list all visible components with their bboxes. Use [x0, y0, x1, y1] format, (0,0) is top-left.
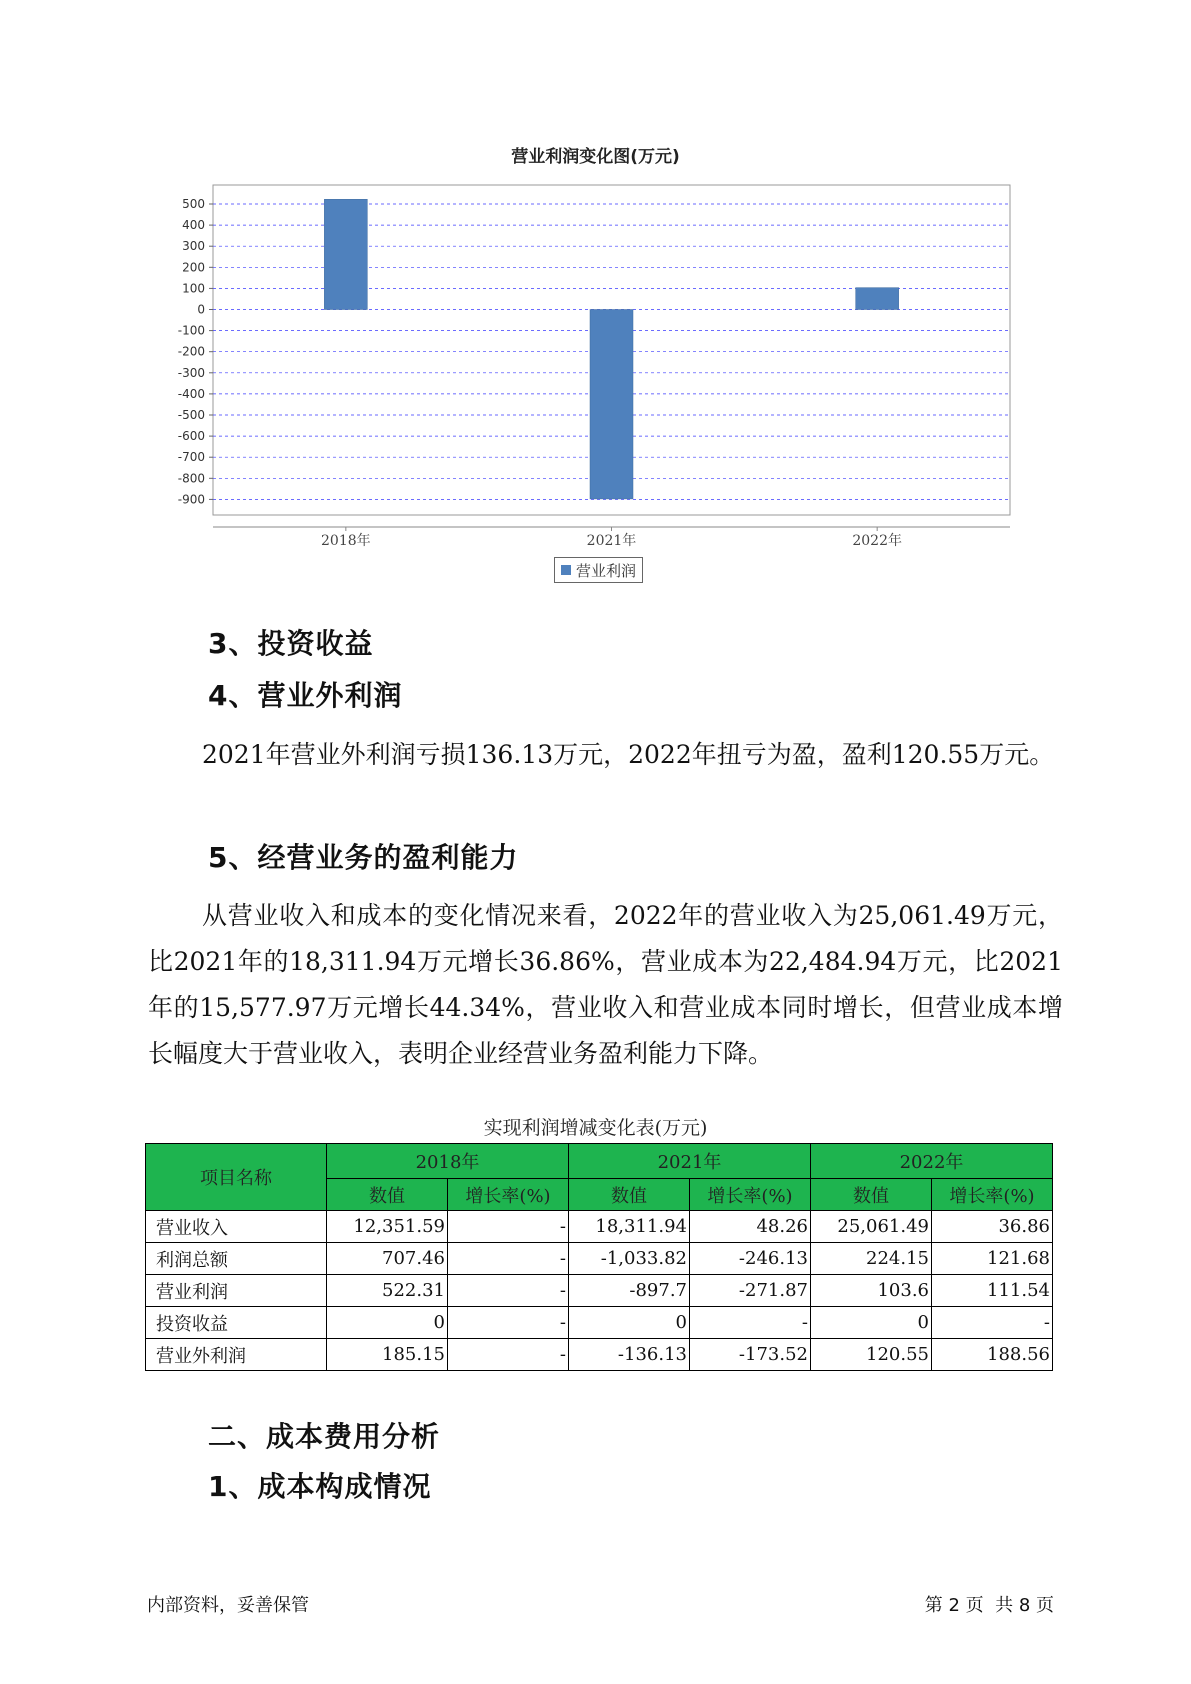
cell: 0 [327, 1307, 448, 1339]
bar [856, 288, 899, 310]
cell: 111.54 [932, 1275, 1053, 1307]
cell: 12,351.59 [327, 1211, 448, 1243]
heading-non-operating-profit: 4、营业外利润 [208, 679, 403, 712]
cell: 707.46 [327, 1243, 448, 1275]
row-name: 营业外利润 [146, 1339, 327, 1371]
legend-label: 营业利润 [576, 561, 637, 580]
table-row [146, 1211, 1053, 1243]
y-tick-label: -800 [177, 471, 205, 486]
cell: - [448, 1339, 569, 1371]
cell: 185.15 [327, 1339, 448, 1371]
cell: 25,061.49 [811, 1211, 932, 1243]
cell: -897.7 [569, 1275, 690, 1307]
header-rate: 增长率(%) [932, 1179, 1053, 1211]
cell: - [690, 1307, 811, 1339]
header-rate: 增长率(%) [690, 1179, 811, 1211]
row-name: 投资收益 [146, 1307, 327, 1339]
cell: 18,311.94 [569, 1211, 690, 1243]
cell: 0 [811, 1307, 932, 1339]
y-tick-label: -500 [177, 408, 205, 422]
header-year-2021: 2021年 [569, 1144, 811, 1179]
y-tick-label: 500 [182, 197, 205, 211]
paragraph-profitability: 从营业收入和成本的变化情况来看，2022年的营业收入为25,061.49万元，比2021年的18,311.94万元增长36.86%，营业成本为22,484.94万元，比2021年的15,577.97万元增长44.34%，营业收入和营业成本同时增长，但营业成本增长幅度大于营业收入，表明企业经营业务盈利能力下降。 [148, 901, 1063, 1068]
y-tick-label: -400 [177, 386, 205, 401]
y-tick-label: 400 [182, 218, 205, 233]
profit-table [145, 1143, 1053, 1371]
x-tick-label: 2022年 [852, 533, 902, 549]
chart-title: 营业利润变化图(万元) [511, 147, 680, 167]
legend-swatch [561, 565, 571, 575]
footer-page-number: 第 2 页 共 8 页 [924, 1595, 1054, 1616]
y-tick-label: 0 [197, 302, 205, 317]
cell: -173.52 [690, 1339, 811, 1371]
cell: 120.55 [811, 1339, 932, 1371]
y-tick-label: -300 [177, 365, 205, 380]
heading-investment-income: 3、投资收益 [208, 627, 374, 660]
cell: -271.87 [690, 1275, 811, 1307]
header-item-name: 项目名称 [146, 1144, 327, 1211]
cell: -136.13 [569, 1339, 690, 1371]
row-name: 营业利润 [146, 1275, 327, 1307]
y-tick-label: -200 [177, 344, 205, 359]
bar-chart [0, 0, 1191, 560]
heading-profitability: 5、经营业务的盈利能力 [208, 841, 519, 874]
header-year-2018: 2018年 [327, 1144, 569, 1179]
y-tick-label: -700 [177, 450, 205, 465]
cell: 188.56 [932, 1339, 1053, 1371]
header-value: 数值 [569, 1179, 690, 1211]
bar [324, 199, 367, 309]
paragraph-non-operating-profit: 2021年营业外利润亏损136.13万元，2022年扭亏为盈，盈利120.55万元。 [202, 740, 1055, 769]
y-tick-label: -900 [177, 492, 205, 507]
table-caption: 实现利润增减变化表(万元) [483, 1117, 708, 1139]
cell: -246.13 [690, 1243, 811, 1275]
table-row [146, 1243, 1053, 1275]
cell: 0 [569, 1307, 690, 1339]
cell: 522.31 [327, 1275, 448, 1307]
heading-cost-structure: 1、成本构成情况 [208, 1470, 432, 1503]
y-tick-label: 300 [182, 239, 205, 254]
x-tick-label: 2021年 [586, 533, 637, 549]
cell: 36.86 [932, 1211, 1053, 1243]
x-tick-label: 2018年 [321, 533, 371, 549]
cell: - [448, 1275, 569, 1307]
cell: - [932, 1307, 1053, 1339]
row-name: 营业收入 [146, 1211, 327, 1243]
cell: - [448, 1211, 569, 1243]
cell: - [448, 1243, 569, 1275]
table-row [146, 1339, 1053, 1371]
row-name: 利润总额 [146, 1243, 327, 1275]
chart-legend [554, 557, 643, 583]
cell: 103.6 [811, 1275, 932, 1307]
header-value: 数值 [327, 1179, 448, 1211]
cell: 121.68 [932, 1243, 1053, 1275]
cell: -1,033.82 [569, 1243, 690, 1275]
y-tick-label: -100 [177, 323, 205, 338]
heading-cost-analysis: 二、成本费用分析 [208, 1420, 441, 1453]
cell: 48.26 [690, 1211, 811, 1243]
header-rate: 增长率(%) [448, 1179, 569, 1211]
header-year-2022: 2022年 [811, 1144, 1053, 1179]
cell: - [448, 1307, 569, 1339]
y-tick-label: 100 [182, 281, 205, 296]
footer-confidential-note: 内部资料，妥善保管 [147, 1595, 309, 1616]
y-tick-label: 200 [182, 260, 205, 275]
table-row [146, 1275, 1053, 1307]
bar [590, 310, 633, 499]
y-tick-label: -600 [177, 429, 205, 444]
table-row [146, 1307, 1053, 1339]
header-value: 数值 [811, 1179, 932, 1211]
cell: 224.15 [811, 1243, 932, 1275]
